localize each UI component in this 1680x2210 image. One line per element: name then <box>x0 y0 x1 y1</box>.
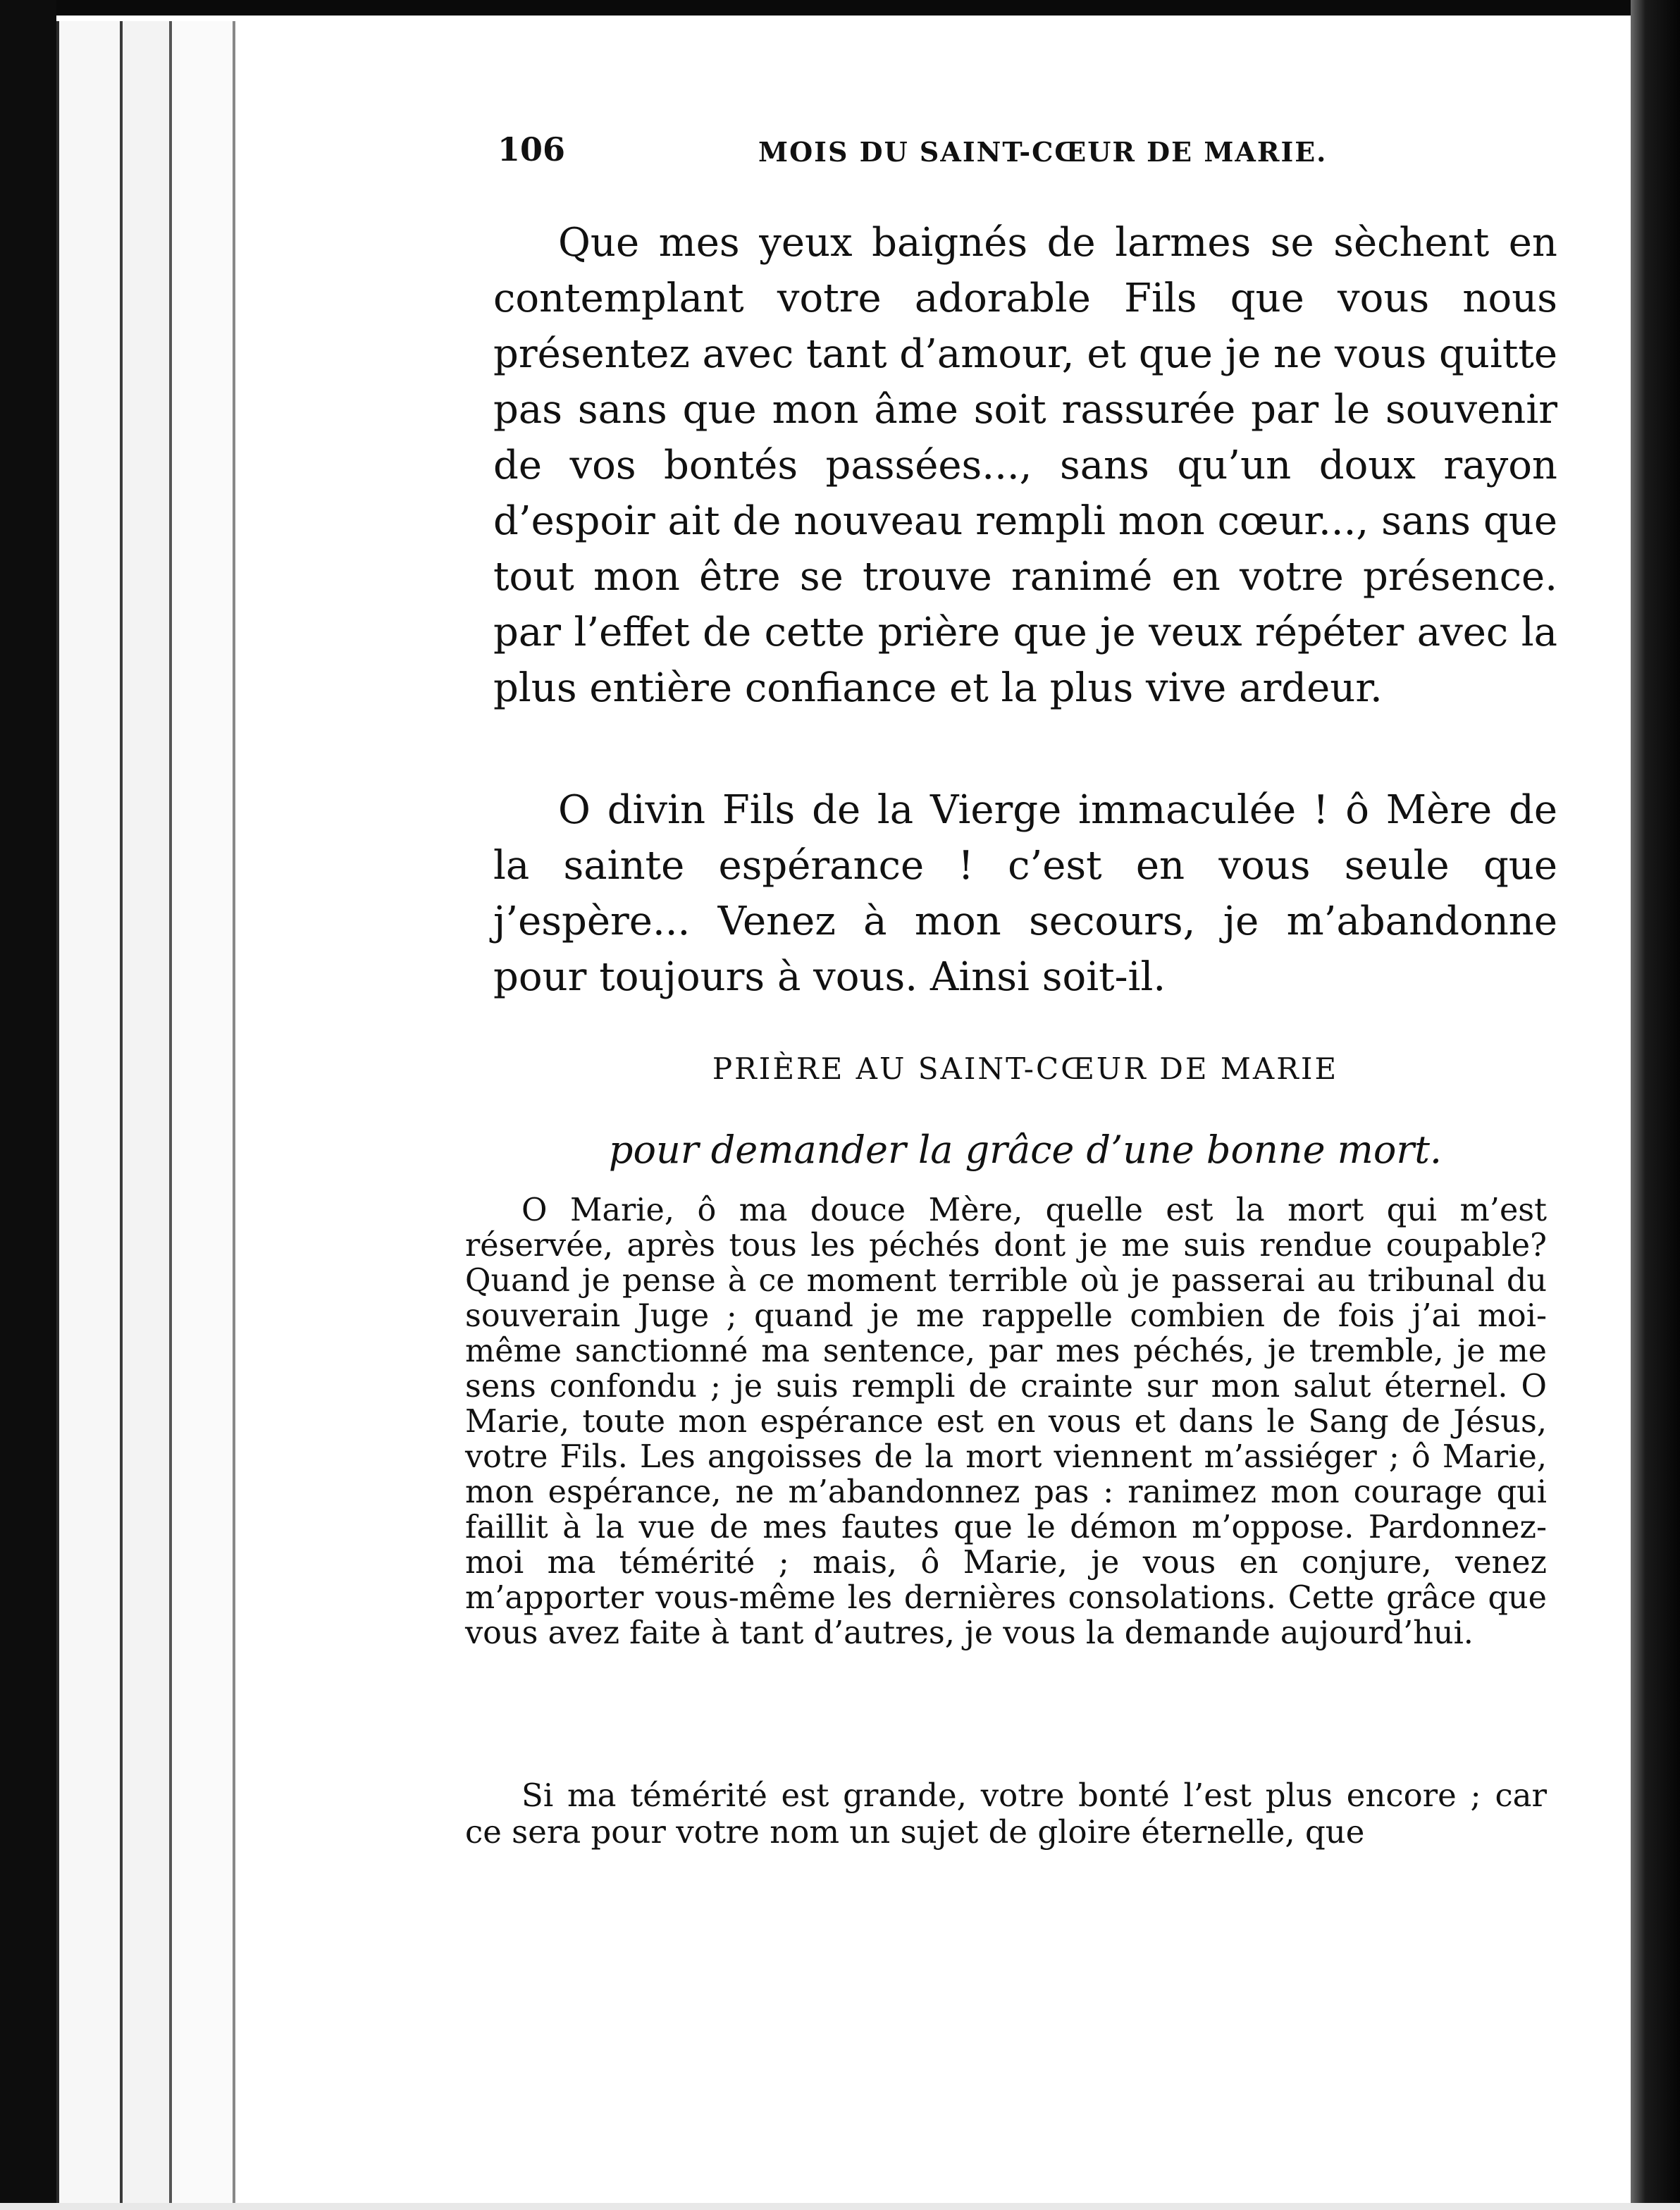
page-edge <box>233 21 257 2210</box>
page-number: 106 <box>498 130 566 168</box>
prayer-title: PRIÈRE AU SAINT-CŒUR DE MARIE <box>712 1051 1339 1086</box>
body-paragraph: O divin Fils de la Vierge immaculée ! ô Mère de la sainte espérance ! c’est en vous seule que j’espère... Venez à mon secours, je m’abandonne pour toujours à vous. Ainsi soit-il. <box>493 787 1557 1000</box>
running-title: MOIS DU SAINT-CŒUR DE MARIE. <box>758 136 1328 168</box>
running-head <box>498 130 1328 180</box>
prayer-paragraph: Si ma témérité est grande, votre bonté l’est plus encore ; car ce sera pour votre nom un sujet de gloire éternelle, que <box>465 1777 1547 1851</box>
prayer-paragraph: O Marie, ô ma douce Mère, quelle est la mort qui m’est réservée, après tous les péchés dont je me suis rendue coupable? Quand je pense à ce moment terrible où je passerai au tribunal du souverain Juge ; quand je me rappelle combien de fois j’ai moi-même sanctionné ma sentence, par mes péchés, je tremble, je me sens confondu ; je suis rempli de crainte sur mon salut éternel. O Marie, toute mon espérance est en vous et dans le Sang de Jésus, votre Fils. Les angoisses de la mort viennent m’assiéger ; ô Marie, mon espérance, ne m’abandonnez pas : ranimez mon courage qui faillit à la vue de mes fautes que le démon m’oppose. Pardonnez-moi ma témérité ; mais, ô Marie, je vous en conjure, venez m’apporter vous-même les dernières consolations. Cette grâce que vous avez faite à tant d’autres, je vous la demande aujourd’hui. <box>465 1192 1547 1651</box>
scan-border-left <box>0 0 56 2210</box>
scan-border-bottom <box>0 2203 1680 2210</box>
page-edge <box>169 21 235 2210</box>
prayer-subtitle: pour demander la grâce d’une bonne mort. <box>608 1128 1443 1172</box>
page-edge <box>56 21 123 2210</box>
scan-border-top <box>0 0 1680 16</box>
scan-border-right <box>1631 0 1680 2210</box>
page-edge <box>120 21 172 2210</box>
body-paragraph: Que mes yeux baignés de larmes se sèchent en contemplant votre adorable Fils que vous nous présentez avec tant d’amour, et que je ne vous quitte pas sans que mon âme soit rassurée par le souvenir de vos bontés passées..., sans qu’un doux rayon d’espoir ait de nouveau rempli mon cœur..., sans que tout mon être se trouve ranimé en votre présence. par l’effet de cette prière que je veux répéter avec la plus entière confiance et la plus vive ardeur. <box>493 220 1557 711</box>
